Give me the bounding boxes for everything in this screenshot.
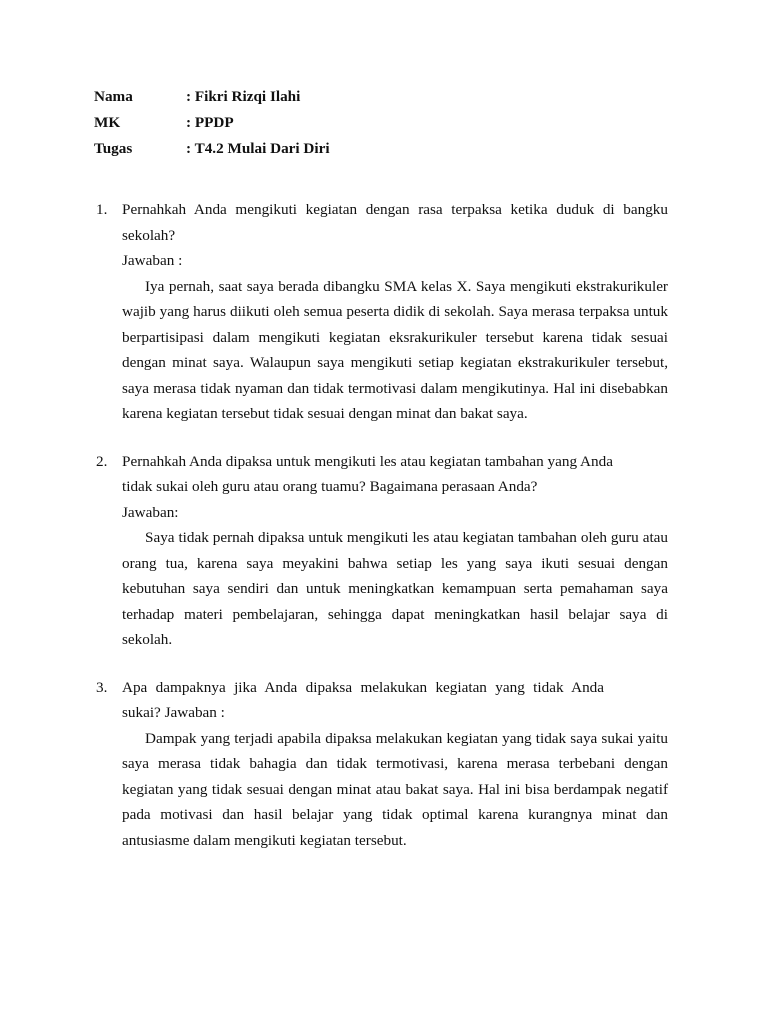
header-row-nama [94, 84, 330, 110]
question-item-1 [96, 197, 668, 427]
question-item-2 [96, 449, 668, 653]
question-text: Pernahkah Anda mengikuti kegiatan dengan rasa terpaksa ketika duduk di bangku sekolah? [122, 201, 668, 244]
answer-label: Jawaban: [122, 503, 179, 521]
header-label: Tugas [94, 140, 133, 157]
question-list [96, 197, 668, 875]
header-label: Nama [94, 88, 133, 105]
answer-label: Jawaban : [122, 252, 183, 269]
question-number: 1. [96, 201, 108, 218]
header-row-mk [94, 110, 330, 136]
question-text-line2: tidak sukai oleh guru atau orang tuamu? Bagaimana perasaan Anda? [122, 478, 538, 495]
header-row-tugas [94, 136, 330, 162]
question-number: 3. [96, 678, 108, 696]
header-value: : Fikri Rizqi Ilahi [186, 88, 301, 105]
identity-header [94, 84, 330, 162]
question-item-3 [96, 675, 668, 854]
header-value: : T4.2 Mulai Dari Diri [186, 140, 330, 157]
answer-text: Saya tidak pernah dipaksa untuk mengikuti les atau kegiatan tambahan oleh guru atau orang tua, karena saya meyakini bahwa setiap les yang saya ikuti sesuai dengan kebutuhan saya sendiri dan untuk meningkatkan kemampuan serta pemahaman saya terhadap materi pembelajaran, sehingga dapat meningkatkan hasil belajar saya di sekolah. [122, 529, 668, 648]
question-text-line1: Apa dampaknya jika Anda dipaksa melakukan kegiatan yang tidak Anda [122, 678, 604, 696]
header-label: MK [94, 114, 121, 131]
question-number: 2. [96, 452, 108, 470]
answer-text: Dampak yang terjadi apabila dipaksa melakukan kegiatan yang tidak saya sukai yaitu saya merasa tidak bahagia dan tidak termotivasi, karena merasa terbebani dengan kegiatan yang tidak sesuai dengan minat atau bakat saya. Hal ini bisa berdampak negatif pada motivasi dan hasil belajar yang tidak optimal karena kurangnya minat dan antusiasme dalam mengikuti kegiatan tersebut. [122, 729, 668, 849]
answer-text: Iya pernah, saat saya berada dibangku SMA kelas X. Saya mengikuti ekstrakurikuler wajib yang harus diikuti oleh semua peserta didik di sekolah. Saya merasa terpaksa untuk berpartisipasi dalam mengikuti kegiatan eksrakurikuler tersebut karena tidak sesuai dengan minat saya. Walaupun saya mengikuti setiap kegiatan ekstrakurikuler tersebut, saya merasa tidak nyaman dan tidak termotivasi dalam mengikutinya. Hal ini disebabkan karena kegiatan tersebut tidak sesuai dengan minat dan bakat saya. [122, 277, 668, 422]
question-text-line1: Pernahkah Anda dipaksa untuk mengikuti les atau kegiatan tambahan yang Anda [122, 452, 613, 470]
question-text-line2: sukai? Jawaban : [122, 704, 225, 721]
header-value: : PPDP [186, 114, 234, 131]
